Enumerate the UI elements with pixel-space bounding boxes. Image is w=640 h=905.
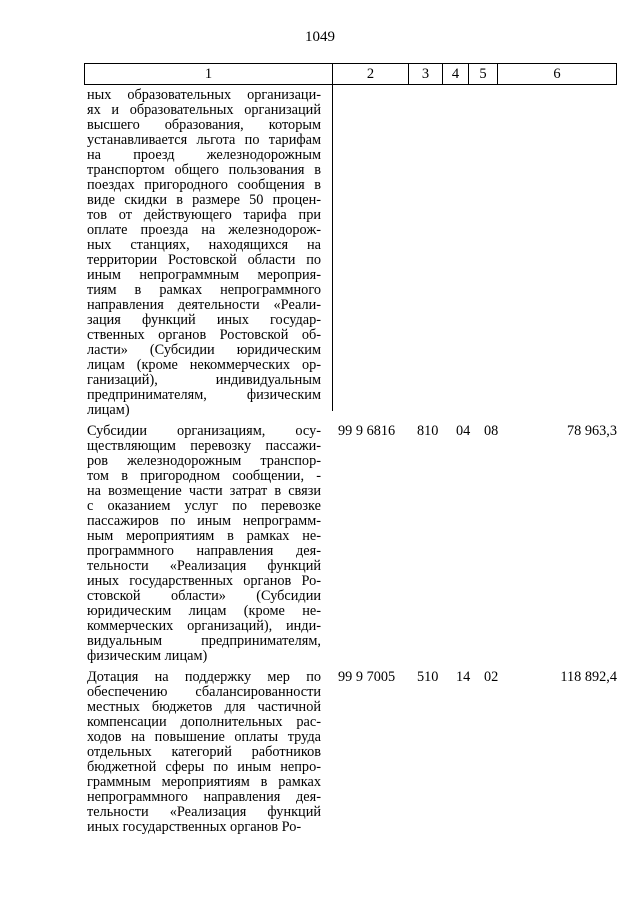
description-line: тельности «Реализация функций bbox=[87, 804, 321, 820]
description-line: территории Ростовской области по bbox=[87, 252, 321, 268]
description-line: Субсидии организациям, осу- bbox=[87, 423, 321, 439]
row-rz: 04 bbox=[456, 423, 471, 439]
description-line: на проезд железнодорожным bbox=[87, 147, 321, 163]
description-line: коммерческих организаций), инди- bbox=[87, 618, 321, 634]
row-sum: 78 963,3 bbox=[566, 423, 617, 439]
description-line: ях и образовательных организаций bbox=[87, 102, 321, 118]
description-line: устанавливается льгота по тарифам bbox=[87, 132, 321, 148]
row-rz: 14 bbox=[456, 669, 471, 685]
description-line: бюджетной сферы по иным непро- bbox=[87, 759, 321, 775]
description-line: ров железнодорожным транспор- bbox=[87, 453, 321, 469]
description-line: ным мероприятиям в рамках не- bbox=[87, 528, 321, 544]
description-line: том в пригородном сообщении, - bbox=[87, 468, 321, 484]
description-line: тиям в рамках непрограммного bbox=[87, 282, 321, 298]
header-col-3: 3 bbox=[409, 64, 443, 84]
header-col-5: 5 bbox=[469, 64, 498, 84]
description-line: ных образовательных организаци- bbox=[87, 87, 321, 103]
description-line: предпринимателям, физическим bbox=[87, 387, 321, 403]
description-line: виде скидки в размере 50 процен- bbox=[87, 192, 321, 208]
description-line: на возмещение части затрат в связи bbox=[87, 483, 321, 499]
description-line: тельности «Реализация функций bbox=[87, 558, 321, 574]
row-sum: 118 892,4 bbox=[560, 669, 617, 685]
header-col-2: 2 bbox=[333, 64, 409, 84]
description-line: ществляющим перевозку пассажи- bbox=[87, 438, 321, 454]
description-line: видуальным предпринимателям, bbox=[87, 633, 321, 649]
row-pr: 02 bbox=[484, 669, 499, 685]
description-line: транспортом общего пользования в bbox=[87, 162, 321, 178]
description-line: местных бюджетов для частичной bbox=[87, 699, 321, 715]
description-line: ласти» (Субсидии юридическим bbox=[87, 342, 321, 358]
description-line: с оказанием услуг по перевозке bbox=[87, 498, 321, 514]
description-line: высшего образования, которым bbox=[87, 117, 321, 133]
row-code: 99 9 6816 bbox=[338, 423, 396, 439]
description-line: граммным мероприятиям в рамках bbox=[87, 774, 321, 790]
table-header bbox=[84, 63, 617, 85]
description-line: направления деятельности «Реали- bbox=[87, 297, 321, 313]
description-line: ганизаций), индивидуальным bbox=[87, 372, 321, 388]
description-line: ственных органов Ростовской об- bbox=[87, 327, 321, 343]
description-line: Дотация на поддержку мер по bbox=[87, 669, 321, 685]
description-line: юридическим лицам (кроме не- bbox=[87, 603, 321, 619]
page-number: 1049 bbox=[305, 29, 335, 45]
row-description bbox=[87, 424, 321, 664]
description-line: иных государственных органов Ро- bbox=[87, 819, 302, 835]
description-line: иных государственных органов Ро- bbox=[87, 573, 321, 589]
header-col-1: 1 bbox=[85, 64, 333, 84]
row-vr: 510 bbox=[417, 669, 439, 685]
description-line: обеспечению сбалансированности bbox=[87, 684, 321, 700]
description-line: иным непрограммным мероприя- bbox=[87, 267, 321, 283]
description-line: лицам) bbox=[87, 402, 130, 418]
description-line: непрограммного направления дея- bbox=[87, 789, 321, 805]
description-line: ходов на повышение оплаты труда bbox=[87, 729, 321, 745]
description-line: оплате проезда на железнодорож- bbox=[87, 222, 321, 238]
header-col-6: 6 bbox=[553, 66, 561, 82]
description-line: физическим лицам) bbox=[87, 648, 208, 664]
row-description bbox=[87, 88, 321, 418]
column-divider bbox=[332, 85, 333, 411]
description-line: отдельных категорий работников bbox=[87, 744, 321, 760]
description-line: программного направления дея- bbox=[87, 543, 321, 559]
description-line: компенсации дополнительных рас- bbox=[87, 714, 321, 730]
row-vr: 810 bbox=[417, 423, 439, 439]
description-line: тов от действующего тарифа при bbox=[87, 207, 321, 223]
description-line: зация функций иных государ- bbox=[87, 312, 321, 328]
description-line: лицам (кроме некоммерческих ор- bbox=[87, 357, 321, 373]
row-pr: 08 bbox=[484, 423, 499, 439]
header-col-4: 4 bbox=[443, 64, 469, 84]
row-description bbox=[87, 670, 321, 835]
description-line: стовской области» (Субсидии bbox=[87, 588, 321, 604]
description-line: пассажиров по иным непрограмм- bbox=[87, 513, 321, 529]
row-code: 99 9 7005 bbox=[338, 669, 396, 685]
description-line: ных станциях, находящихся на bbox=[87, 237, 321, 253]
description-line: поездах пригородного сообщения в bbox=[87, 177, 321, 193]
